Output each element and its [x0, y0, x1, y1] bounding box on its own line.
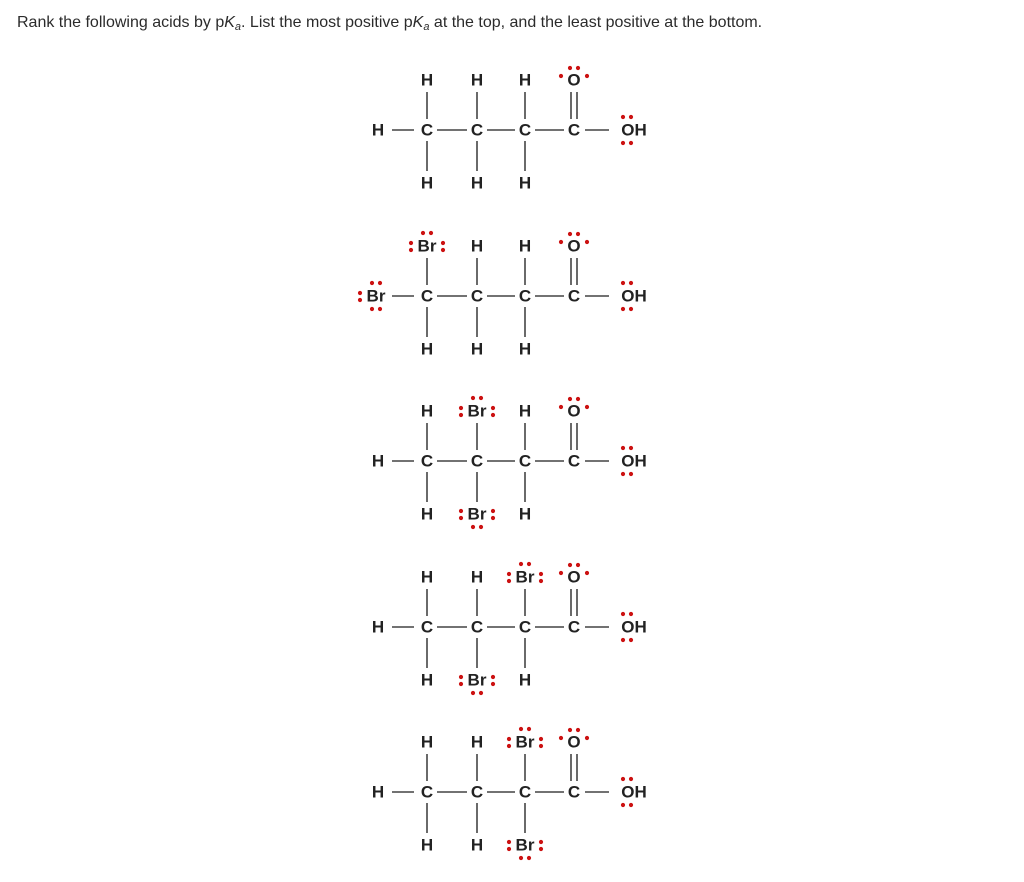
carbon-atom: C — [518, 451, 532, 471]
bottom-substituent: Br — [467, 670, 487, 690]
bottom-substituent: H — [518, 173, 532, 193]
left-substituent: H — [371, 617, 385, 637]
bottom-substituent: H — [420, 504, 434, 524]
bottom-substituent: H — [518, 339, 532, 359]
left-substituent: H — [371, 782, 385, 802]
left-substituent: H — [371, 451, 385, 471]
bottom-substituent: H — [420, 173, 434, 193]
carbon-atom: C — [518, 782, 532, 802]
carbon-atom: C — [470, 286, 484, 306]
carbon-atom: C — [567, 451, 581, 471]
carbonyl-oxygen: O — [567, 732, 581, 752]
bottom-substituent: H — [470, 173, 484, 193]
hydroxyl-group: OH — [621, 286, 647, 306]
left-substituent: H — [371, 120, 385, 140]
bottom-substituent: H — [518, 504, 532, 524]
left-substituent: Br — [366, 286, 386, 306]
hydroxyl-group: OH — [621, 617, 647, 637]
carbon-atom: C — [420, 286, 434, 306]
carbon-atom: C — [567, 286, 581, 306]
top-substituent: H — [470, 70, 484, 90]
top-substituent: H — [470, 236, 484, 256]
carbonyl-oxygen: O — [567, 567, 581, 587]
top-substituent: Br — [515, 732, 535, 752]
top-substituent: Br — [467, 401, 487, 421]
carbon-atom: C — [470, 617, 484, 637]
top-substituent: H — [518, 401, 532, 421]
carbon-atom: C — [420, 451, 434, 471]
hydroxyl-group: OH — [621, 451, 647, 471]
molecule-5 — [0, 730, 1024, 880]
carbon-atom: C — [518, 120, 532, 140]
carbon-atom: C — [567, 120, 581, 140]
bottom-substituent: H — [518, 670, 532, 690]
top-substituent: H — [518, 236, 532, 256]
carbon-atom: C — [420, 120, 434, 140]
question-text: Rank the following acids by $pK_a$. List the most positive $pK_a$ at the top, and the least positive at the bottom. — [17, 14, 763, 33]
carbon-atom: C — [567, 617, 581, 637]
top-substituent: Br — [417, 236, 437, 256]
top-substituent: H — [420, 567, 434, 587]
top-substituent: H — [470, 567, 484, 587]
carbon-atom: C — [470, 451, 484, 471]
top-substituent: H — [420, 70, 434, 90]
carbon-atom: C — [567, 782, 581, 802]
top-substituent: H — [518, 70, 532, 90]
bottom-substituent: H — [420, 835, 434, 855]
carbon-atom: C — [420, 782, 434, 802]
top-substituent: H — [420, 401, 434, 421]
hydroxyl-group: OH — [621, 782, 647, 802]
top-substituent: H — [470, 732, 484, 752]
bottom-substituent: Br — [467, 504, 487, 524]
molecule-3 — [0, 399, 1024, 549]
top-substituent: H — [420, 732, 434, 752]
bottom-substituent: H — [470, 835, 484, 855]
carbonyl-oxygen: O — [567, 70, 581, 90]
molecule-4 — [0, 565, 1024, 715]
carbonyl-oxygen: O — [567, 236, 581, 256]
hydroxyl-group: OH — [621, 120, 647, 140]
carbon-atom: C — [470, 120, 484, 140]
carbon-atom: C — [470, 782, 484, 802]
bottom-substituent: H — [420, 339, 434, 359]
carbon-atom: C — [518, 617, 532, 637]
bottom-substituent: H — [420, 670, 434, 690]
bottom-substituent: Br — [515, 835, 535, 855]
carbon-atom: C — [518, 286, 532, 306]
carbonyl-oxygen: O — [567, 401, 581, 421]
bottom-substituent: H — [470, 339, 484, 359]
carbon-atom: C — [420, 617, 434, 637]
molecule-1 — [0, 68, 1024, 218]
top-substituent: Br — [515, 567, 535, 587]
molecule-2 — [0, 234, 1024, 384]
